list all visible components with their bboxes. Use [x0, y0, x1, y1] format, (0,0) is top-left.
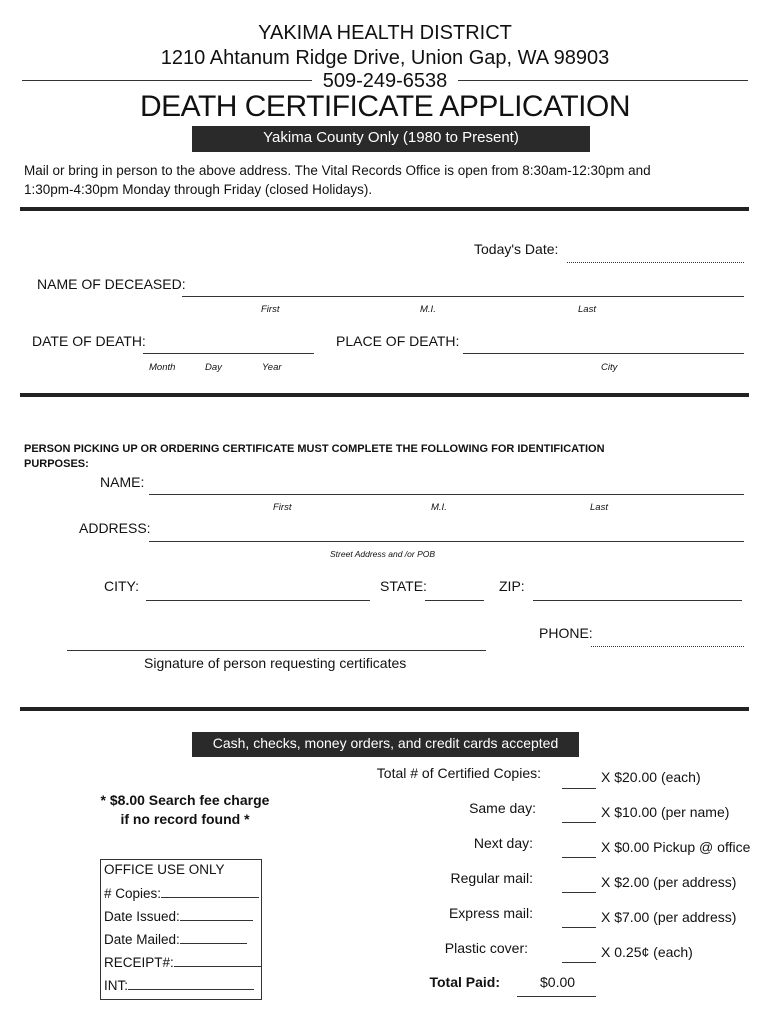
fee-row-qty-field[interactable] [562, 822, 596, 823]
fee-row-price: X $20.00 (each) [601, 769, 701, 785]
office-copies-row [104, 885, 259, 901]
office-date-issued-label: Date Issued: [104, 909, 180, 924]
org-address: 1210 Ahtanum Ridge Drive, Union Gap, WA 98903 [160, 47, 610, 69]
payment-banner: Cash, checks, money orders, and credit cards accepted [192, 732, 579, 757]
deceased-mi-hint: M.I. [420, 304, 436, 315]
requester-first-hint: First [273, 502, 292, 513]
office-receipt-row [104, 954, 262, 970]
fee-row-label: Express mail: [448, 905, 533, 921]
fee-row-price: X $0.00 Pickup @ office [601, 839, 751, 855]
deceased-first-hint: First [261, 304, 280, 315]
deceased-name-label: NAME OF DECEASED: [37, 276, 186, 292]
header-rule-right [458, 80, 748, 81]
fee-row-qty-field[interactable] [562, 788, 596, 789]
month-hint: Month [149, 362, 176, 373]
address-label: ADDRESS: [79, 520, 151, 536]
office-int-field[interactable] [128, 977, 254, 990]
intro-line-1: Mail or bring in person to the above address. The Vital Records Office is open from 8:30am-12:30pm and [24, 163, 651, 178]
state-field[interactable] [425, 600, 484, 601]
office-int-label: INT: [104, 978, 129, 993]
intro-line-2: 1:30pm-4:30pm Monday through Friday (closed Holidays). [24, 182, 373, 197]
fee-row-label: Plastic cover: [444, 940, 528, 956]
requester-name-field[interactable] [149, 494, 744, 495]
section-divider-3 [20, 707, 749, 711]
deceased-last-hint: Last [578, 304, 596, 315]
place-of-death-field[interactable] [463, 353, 744, 354]
fee-row-qty-field[interactable] [562, 962, 596, 963]
header-rule-left [22, 80, 312, 81]
requester-mi-hint: M.I. [431, 502, 447, 513]
subtitle-banner: Yakima County Only (1980 to Present) [192, 126, 590, 152]
id-instruction-line-1: PERSON PICKING UP OR ORDERING CERTIFICATE MUST COMPLETE THE FOLLOWING FOR IDENTIFICATION [24, 443, 605, 455]
fee-row-label: Next day: [473, 835, 533, 851]
section-divider-2 [20, 393, 749, 397]
office-date-mailed-label: Date Mailed: [104, 932, 180, 947]
zip-label: ZIP: [499, 578, 525, 594]
fee-row-qty-field[interactable] [562, 857, 596, 858]
fee-row-price: X $10.00 (per name) [601, 804, 730, 820]
org-name: YAKIMA HEALTH DISTRICT [258, 22, 512, 44]
year-hint: Year [262, 362, 282, 373]
fee-row-qty-field[interactable] [562, 892, 596, 893]
office-date-issued-row [104, 908, 253, 924]
requester-last-hint: Last [590, 502, 608, 513]
signature-label: Signature of person requesting certificates [144, 655, 407, 671]
total-paid-field[interactable] [517, 996, 596, 997]
office-copies-field[interactable] [161, 885, 259, 898]
org-phone: 509-249-6538 [322, 70, 448, 92]
total-paid-value: $0.00 [540, 974, 576, 990]
office-use-box [100, 859, 262, 1000]
office-receipt-field[interactable] [174, 954, 262, 967]
address-hint: Street Address and /or POB [330, 549, 436, 559]
fee-row-qty-field[interactable] [562, 927, 596, 928]
office-copies-label: # Copies: [104, 886, 162, 901]
office-date-mailed-row [104, 931, 247, 947]
zip-field[interactable] [533, 600, 742, 601]
office-receipt-label: RECEIPT#: [104, 955, 174, 970]
city-field[interactable] [146, 600, 370, 601]
address-field[interactable] [149, 541, 744, 542]
search-fee-line-2: if no record found * [120, 811, 250, 827]
date-of-death-field[interactable] [143, 353, 314, 354]
phone-label: PHONE: [539, 625, 593, 641]
city-label: CITY: [104, 578, 140, 594]
office-int-row [104, 977, 254, 993]
requester-name-label: NAME: [100, 474, 145, 490]
fee-row-label: Same day: [469, 800, 536, 816]
office-use-heading: OFFICE USE ONLY [104, 862, 225, 877]
form-title: DEATH CERTIFICATE APPLICATION [139, 90, 631, 123]
deceased-name-field[interactable] [182, 296, 744, 297]
office-date-issued-field[interactable] [180, 908, 253, 921]
state-label: STATE: [380, 578, 427, 594]
todays-date-label: Today's Date: [474, 241, 559, 257]
fee-row-price: X $7.00 (per address) [601, 909, 737, 925]
office-date-mailed-field[interactable] [180, 931, 247, 944]
day-hint: Day [205, 362, 222, 373]
id-instruction-line-2: PURPOSES: [24, 458, 89, 470]
city-hint: City [601, 362, 618, 373]
signature-field[interactable] [67, 650, 486, 651]
todays-date-field[interactable] [567, 262, 744, 263]
phone-field[interactable] [591, 646, 744, 647]
fee-row-price: X $2.00 (per address) [601, 874, 737, 890]
section-divider-1 [20, 207, 749, 211]
fee-row-price: X 0.25¢ (each) [601, 944, 693, 960]
search-fee-line-1: * $8.00 Search fee charge [100, 792, 270, 808]
date-of-death-label: DATE OF DEATH: [32, 333, 146, 349]
total-paid-label: Total Paid: [429, 974, 500, 990]
place-of-death-label: PLACE OF DEATH: [336, 333, 460, 349]
fee-row-label: Total # of Certified Copies: [376, 765, 541, 781]
fee-row-label: Regular mail: [450, 870, 533, 886]
